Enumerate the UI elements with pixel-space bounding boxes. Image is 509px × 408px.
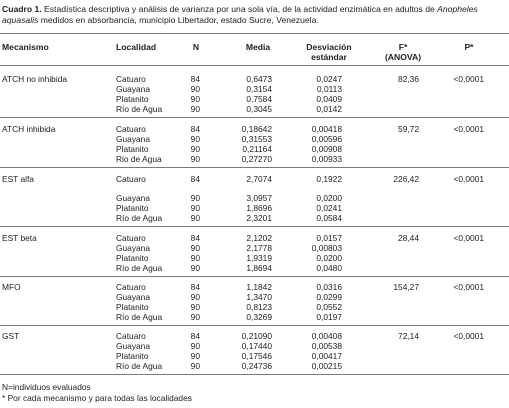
cell-media: 1,1842 (246, 282, 272, 292)
cell-n: 90 (190, 134, 200, 144)
group-mecanismo: EST alfa (2, 174, 34, 184)
cell-n: 90 (190, 213, 200, 223)
cell-desviacion: 0,00803 (311, 243, 342, 253)
cell-media: 0,7584 (246, 94, 272, 104)
cell-desviacion: 0,0584 (316, 213, 342, 223)
cell-media: 0,18642 (241, 124, 272, 134)
cell-desviacion: 0,00933 (311, 154, 342, 164)
cell-n: 90 (190, 263, 200, 273)
cell-localidad: Platanito (116, 253, 149, 263)
cell-media: 0,21090 (241, 331, 272, 341)
cell-desviacion: 0,00417 (311, 351, 342, 361)
cell-localidad: Guayana (116, 134, 150, 144)
group-divider (0, 226, 509, 227)
cell-n: 90 (190, 243, 200, 253)
cell-desviacion: 0,0200 (316, 193, 342, 203)
header-f-line2: (ANOVA) (384, 52, 422, 62)
cell-media: 0,24736 (241, 361, 272, 371)
cell-n: 90 (190, 154, 200, 164)
cell-media: 0,6473 (246, 74, 272, 84)
group-p-value: <0,0001 (453, 74, 484, 84)
cell-media: 2,1202 (246, 233, 272, 243)
cell-localidad: Catuaro (116, 174, 146, 184)
cell-n: 90 (190, 361, 200, 371)
cell-media: 0,3269 (246, 312, 272, 322)
group-divider (0, 117, 509, 118)
cell-localidad: Catuaro (116, 282, 146, 292)
cell-media: 2,3201 (246, 213, 272, 223)
cell-desviacion: 0,00408 (311, 331, 342, 341)
group-f-value: 59,72 (398, 124, 419, 134)
cell-localidad: Guayana (116, 243, 150, 253)
cell-desviacion: 0,1922 (316, 174, 342, 184)
table-top-rule (0, 33, 509, 34)
cell-n: 90 (190, 341, 200, 351)
cell-desviacion: 0,0316 (316, 282, 342, 292)
cell-media: 0,3154 (246, 84, 272, 94)
group-f-value: 154,27 (393, 282, 419, 292)
group-divider (0, 276, 509, 277)
group-divider (0, 167, 509, 168)
table-caption (2, 4, 504, 25)
cell-n: 90 (190, 312, 200, 322)
cell-media: 0,3045 (246, 104, 272, 114)
group-f-value: 82,36 (398, 74, 419, 84)
header-desviacion-line2: estándar (311, 52, 347, 62)
cell-n: 84 (190, 124, 200, 134)
group-divider (0, 325, 509, 326)
header-localidad: Localidad (116, 42, 157, 52)
cell-localidad: Guayana (116, 292, 150, 302)
cell-media: 2,1778 (246, 243, 272, 253)
footnote-asterisk: * Por cada mecanismo y para todas las localidades (2, 393, 192, 403)
cell-n: 84 (190, 174, 200, 184)
cell-desviacion: 0,0197 (316, 312, 342, 322)
cell-n: 90 (190, 203, 200, 213)
cell-media: 1,8694 (246, 263, 272, 273)
cell-localidad: Río de Agua (116, 361, 163, 371)
cell-n: 90 (190, 302, 200, 312)
cell-media: 0,27270 (241, 154, 272, 164)
cell-desviacion: 0,0247 (316, 74, 342, 84)
header-n: N (192, 42, 200, 52)
cell-localidad: Platanito (116, 94, 149, 104)
cell-n: 90 (190, 253, 200, 263)
cell-desviacion: 0,0200 (316, 253, 342, 263)
caption-text: Estadística descriptiva y análisis de varianza por una sola vía, de la actividad enzimática en adultos de (41, 4, 438, 14)
cell-media: 1,9319 (246, 253, 272, 263)
group-mecanismo: ATCH no inhibida (2, 74, 68, 84)
cell-localidad: Catuaro (116, 331, 146, 341)
cell-n: 90 (190, 144, 200, 154)
cell-n: 84 (190, 233, 200, 243)
group-f-value: 72,14 (398, 331, 419, 341)
group-p-value: <0,0001 (453, 124, 484, 134)
header-p: P* (464, 42, 474, 52)
group-p-value: <0,0001 (453, 233, 484, 243)
cell-n: 84 (190, 74, 200, 84)
cell-media: 3,0957 (246, 193, 272, 203)
cell-n: 90 (190, 94, 200, 104)
group-mecanismo: MFO (2, 282, 21, 292)
cell-localidad: Rio de Agua (116, 154, 162, 164)
cell-desviacion: 0,0113 (317, 84, 342, 94)
cell-desviacion: 0,00596 (311, 134, 342, 144)
cell-n: 90 (190, 84, 200, 94)
cell-localidad: Platanito (116, 351, 149, 361)
cell-media: 0,17440 (241, 341, 272, 351)
cell-media: 1,3470 (246, 292, 272, 302)
cell-n: 90 (190, 292, 200, 302)
cell-desviacion: 0,0299 (316, 292, 342, 302)
header-f-line1: F* (398, 42, 408, 52)
header-desviacion-line1: Desviación (306, 42, 352, 52)
cell-desviacion: 0,0241 (316, 203, 342, 213)
cell-media: 0,31553 (241, 134, 272, 144)
cell-localidad: Río de Agua (116, 104, 163, 114)
cell-desviacion: 0,00908 (311, 144, 342, 154)
group-f-value: 28,44 (398, 233, 419, 243)
group-p-value: <0,0001 (453, 174, 484, 184)
cell-desviacion: 0,0409 (316, 94, 342, 104)
cell-localidad: Río de Agua (116, 312, 163, 322)
cell-localidad: Platanito (116, 203, 149, 213)
group-mecanismo: GST (2, 331, 20, 341)
cell-localidad: Guayana (116, 193, 150, 203)
cell-localidad: Catuaro (116, 74, 146, 84)
cell-desviacion: 0,00538 (311, 341, 342, 351)
table-bottom-rule (0, 374, 509, 375)
cell-media: 2,7074 (246, 174, 272, 184)
cell-desviacion: 0,00418 (311, 124, 342, 134)
group-p-value: <0,0001 (453, 331, 484, 341)
cell-localidad: Platanito (116, 302, 149, 312)
cell-localidad: Catuaro (116, 124, 146, 134)
cell-desviacion: 0,00215 (311, 361, 342, 371)
cell-n: 84 (190, 331, 200, 341)
cell-localidad: Río de Agua (116, 263, 163, 273)
header-media: Media (245, 42, 271, 52)
cell-desviacion: 0,0480 (316, 263, 342, 273)
cell-media: 1,8696 (246, 203, 272, 213)
group-mecanismo: EST beta (2, 233, 37, 243)
footnote-n: N=individuos evaluados (2, 382, 91, 392)
cell-n: 90 (190, 193, 200, 203)
cell-desviacion: 0,0157 (316, 233, 342, 243)
cell-localidad: Catuaro (116, 233, 146, 243)
cell-n: 90 (190, 104, 200, 114)
cell-n: 84 (190, 282, 200, 292)
cell-localidad: Guayana (116, 84, 150, 94)
group-p-value: <0,0001 (453, 282, 484, 292)
group-mecanismo: ATCH inhibida (2, 124, 56, 134)
caption-lead: Cuadro 1. (2, 4, 42, 14)
cell-media: 0,8123 (246, 302, 272, 312)
cell-desviacion: 0,0552 (316, 302, 342, 312)
cell-localidad: Río de Agua (116, 213, 163, 223)
caption-text-end: medidos en absorbancia, municipio Libertador, estado Sucre, Venezuela. (38, 14, 319, 25)
cell-n: 90 (190, 351, 200, 361)
cell-media: 0,21164 (242, 144, 272, 154)
cell-media: 0,17546 (241, 351, 272, 361)
caption-species: Anopheles aquasalis (2, 4, 478, 25)
cell-desviacion: 0,0142 (316, 104, 342, 114)
cell-localidad: Platanito (116, 144, 149, 154)
header-bottom-rule (0, 65, 509, 66)
cell-localidad: Guayana (116, 341, 150, 351)
header-mecanismo: Mecanismo (2, 42, 49, 52)
group-f-value: 226,42 (393, 174, 419, 184)
